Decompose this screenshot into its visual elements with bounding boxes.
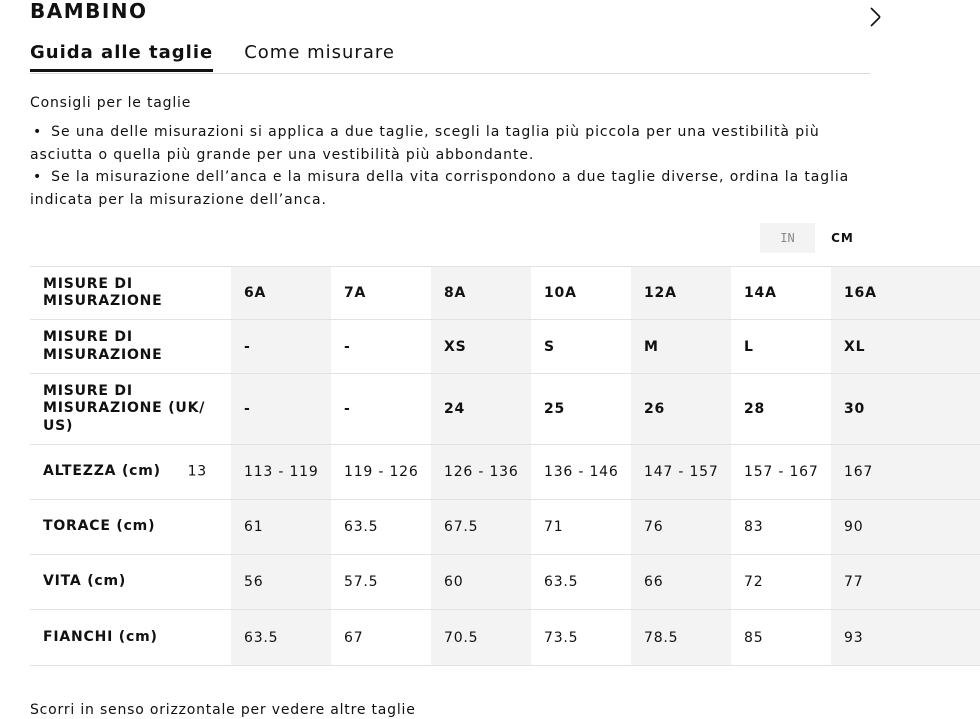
scroll-hint: Scorri in senso orizzontale per vedere altre taglie <box>30 702 416 718</box>
size-table <box>30 266 980 666</box>
row-label <box>30 500 231 555</box>
table-row <box>30 555 980 610</box>
tip-item: • Se la misurazione dell’anca e la misura della vita corrispondono a due taglie diverse, ordina la taglia indicata per la misurazione dell’anca. <box>30 166 850 211</box>
tab-bar <box>30 40 870 74</box>
page-title: BAMBINO <box>30 0 148 23</box>
size-cell: 63.5 <box>331 500 431 555</box>
size-cell: 10A <box>531 267 631 320</box>
size-cell: S <box>531 320 631 374</box>
size-cell: 77 <box>831 555 980 610</box>
size-cell: 26 <box>631 374 731 445</box>
row-label-text: MISURE DI MISURAZIONE <box>43 275 163 309</box>
row-label-text: MISURE DI MISURAZIONE (UK/ US) <box>43 382 206 434</box>
size-cell: 73.5 <box>531 610 631 666</box>
row-label <box>30 445 231 500</box>
row-label-text: FIANCHI (cm) <box>43 628 158 645</box>
table-row <box>30 500 980 555</box>
row-label-text: TORACE (cm) <box>43 518 156 535</box>
size-cell: - <box>331 374 431 445</box>
size-cell: 147 - 157 <box>631 445 731 500</box>
tips-title: Consigli per le taglie <box>30 95 192 111</box>
size-cell: - <box>231 374 331 445</box>
size-cell: 24 <box>431 374 531 445</box>
size-cell: 12A <box>631 267 731 320</box>
table-row <box>30 445 980 500</box>
size-cell: 28 <box>731 374 831 445</box>
close-button[interactable] <box>866 4 882 28</box>
tab-size-guide[interactable]: Guida alle taglie <box>30 40 213 72</box>
row-label-text: ALTEZZA (cm) <box>43 463 161 480</box>
size-cell: 57.5 <box>331 555 431 610</box>
size-cell: 113 - 119 <box>231 445 331 500</box>
size-cell: 60 <box>431 555 531 610</box>
size-cell: 93 <box>831 610 980 666</box>
size-cell: 67 <box>331 610 431 666</box>
table-row <box>30 320 980 374</box>
size-cell: 119 - 126 <box>331 445 431 500</box>
table-row <box>30 610 980 666</box>
row-label <box>30 267 231 320</box>
size-cell: 63.5 <box>231 610 331 666</box>
size-cell: 72 <box>731 555 831 610</box>
tab-how-to-measure[interactable]: Come misurare <box>244 42 395 63</box>
size-cell: 66 <box>631 555 731 610</box>
unit-toggle <box>760 223 870 253</box>
size-cell: 56 <box>231 555 331 610</box>
tip-item: • Se una delle misurazioni si applica a due taglie, scegli la taglia più piccola per una vestibilità più asciutta o quella più grande per una vestibilità più abbondante. <box>30 121 850 166</box>
row-label-text: MISURE DI MISURAZIONE <box>43 329 163 363</box>
row-label-text: VITA (cm) <box>43 573 127 590</box>
size-cell: 70.5 <box>431 610 531 666</box>
size-cell: 85 <box>731 610 831 666</box>
size-cell: 167 <box>831 445 980 500</box>
size-cell: 61 <box>231 500 331 555</box>
row-label <box>30 320 231 374</box>
size-cell: 136 - 146 <box>531 445 631 500</box>
clipped-value: 13 <box>187 463 207 480</box>
close-icon <box>866 4 882 28</box>
size-cell: 6A <box>231 267 331 320</box>
size-cell: - <box>331 320 431 374</box>
size-cell: 63.5 <box>531 555 631 610</box>
size-cell: 76 <box>631 500 731 555</box>
unit-cm-button[interactable]: CM <box>815 223 870 253</box>
table-row <box>30 267 980 320</box>
size-cell: - <box>231 320 331 374</box>
size-cell: 126 - 136 <box>431 445 531 500</box>
unit-in-button[interactable]: IN <box>780 231 795 245</box>
table-row <box>30 374 980 445</box>
size-cell: 90 <box>831 500 980 555</box>
size-cell: 14A <box>731 267 831 320</box>
size-cell: 67.5 <box>431 500 531 555</box>
row-label <box>30 374 231 445</box>
size-cell: M <box>631 320 731 374</box>
size-cell: 25 <box>531 374 631 445</box>
size-cell: 30 <box>831 374 980 445</box>
size-cell: 8A <box>431 267 531 320</box>
size-cell: 16A <box>831 267 980 320</box>
tips-list <box>30 121 850 211</box>
size-cell: XL <box>831 320 980 374</box>
size-cell: 7A <box>331 267 431 320</box>
size-cell: 78.5 <box>631 610 731 666</box>
size-cell: XS <box>431 320 531 374</box>
size-cell: 83 <box>731 500 831 555</box>
row-label <box>30 555 231 610</box>
size-cell: 157 - 167 <box>731 445 831 500</box>
size-cell: L <box>731 320 831 374</box>
size-table-scroll[interactable] <box>30 266 877 666</box>
size-cell: 71 <box>531 500 631 555</box>
row-label <box>30 610 231 666</box>
